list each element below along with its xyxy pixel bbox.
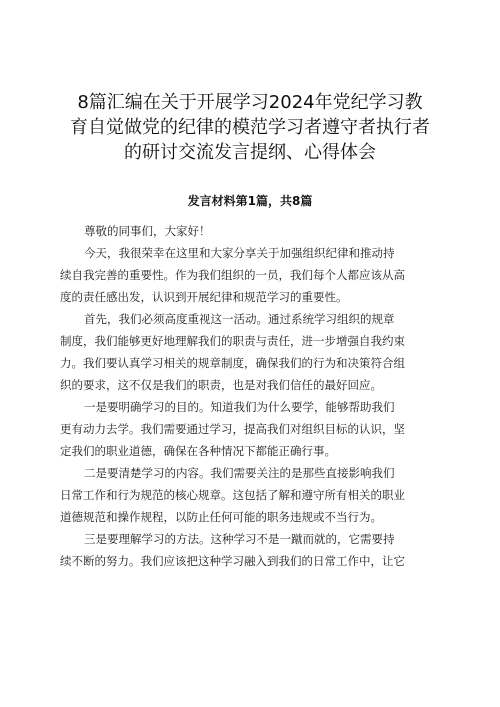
title-line-3: 的研讨交流发言提纲、心得体会 (124, 142, 376, 163)
document-title (60, 90, 440, 165)
body-line: 定我们的职业道德，确保在各种情况下都能正确行事。 (60, 444, 336, 458)
body-line: 织的要求，这不仅是我们的职责，也是对我们信任的最好回应。 (60, 378, 382, 392)
body-line: 三是要理解学习的方法。这种学习不是一蹴而就的，它需要持 (84, 532, 395, 546)
body-line: 首先，我们必须高度重视这一活动。通过系统学习组织的规章 (84, 312, 395, 326)
body-line: 一是要明确学习的目的。知道我们为什么要学，能够帮助我们 (84, 400, 395, 414)
body-line: 今天，我很荣幸在这里和大家分享关于加强组织纪律和推动持 (84, 246, 395, 260)
body-line: 力。我们要认真学习相关的规章制度，确保我们的行为和决策符合组 (60, 356, 405, 370)
body-line: 制度，我们能够更好地理解我们的职责与责任，进一步增强自我约束 (60, 334, 405, 348)
body-line: 道德规范和操作规程，以防止任何可能的职务违规或不当行为。 (60, 510, 382, 524)
body-line: 续自我完善的重要性。作为我们组织的一员，我们每个人都应该从高 (60, 268, 405, 282)
document-subtitle: 发言材料第1篇，共8篇 (187, 194, 313, 208)
title-line-2: 育自觉做党的纪律的模范学习者遵守者执行者 (70, 117, 430, 138)
body-line: 更有动力去学。我们需要通过学习，提高我们对组织目标的认识，坚 (60, 422, 405, 436)
body-line: 二是要清楚学习的内容。我们需要关注的是那些直接影响我们 (84, 466, 395, 480)
body-line: 度的责任感出发，认识到开展纪律和规范学习的重要性。 (60, 290, 348, 304)
document-body (60, 220, 440, 572)
body-line-greeting: 尊敬的同事们，大家好！ (84, 224, 211, 238)
title-line-1: 8篇汇编在关于开展学习2024年党纪学习教 (77, 92, 423, 113)
body-line: 续不断的努力。我们应该把这种学习融入到我们的日常工作中，让它 (60, 554, 405, 568)
body-line: 日常工作和行为规范的核心规章。这包括了解和遵守所有相关的职业 (60, 488, 405, 502)
